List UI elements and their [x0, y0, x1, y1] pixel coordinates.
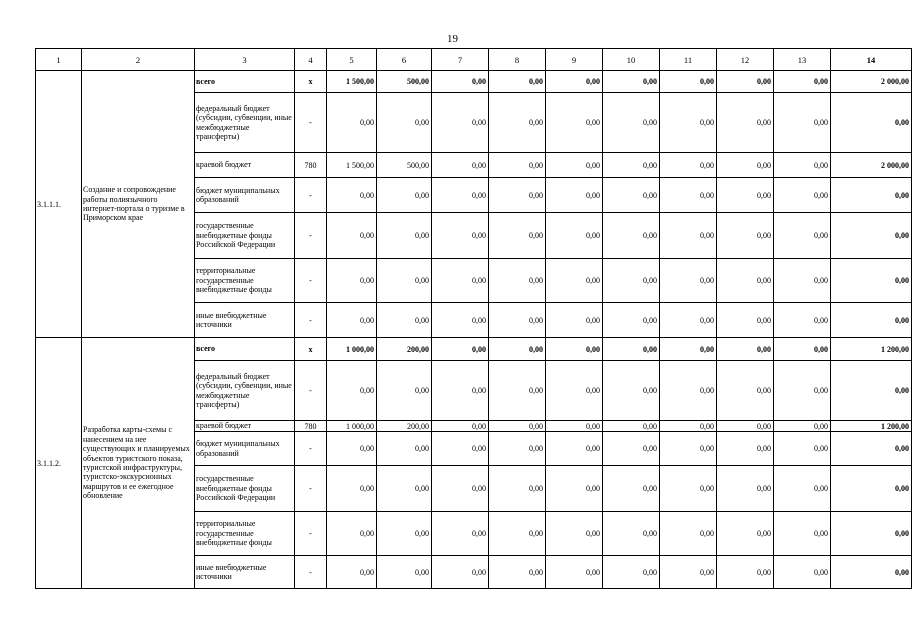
year-value: 0,00 [660, 213, 717, 259]
year-value: 0,00 [717, 259, 774, 303]
year-value: 0,00 [546, 432, 603, 466]
header-cell: 1 [36, 49, 82, 71]
year-value: 0,00 [432, 153, 489, 178]
year-value: 0,00 [603, 213, 660, 259]
year-value: 0,00 [774, 338, 831, 361]
year-value: 0,00 [377, 259, 432, 303]
total-value: 1 200,00 [831, 338, 912, 361]
year-value: 0,00 [489, 432, 546, 466]
year-value: 0,00 [774, 466, 831, 512]
budget-code: 780 [295, 153, 327, 178]
year-value: 200,00 [377, 421, 432, 432]
funding-source: территориальные государственные внебюджетные фонды [195, 259, 295, 303]
year-value: 0,00 [489, 259, 546, 303]
total-value: 0,00 [831, 361, 912, 421]
funding-source: государственные внебюджетные фонды Российской Федерации [195, 466, 295, 512]
header-cell: 5 [327, 49, 377, 71]
year-value: 0,00 [660, 153, 717, 178]
year-value: 0,00 [327, 213, 377, 259]
funding-source: государственные внебюджетные фонды Российской Федерации [195, 213, 295, 259]
year-value: 0,00 [432, 93, 489, 153]
year-value: 0,00 [660, 303, 717, 338]
year-value: 0,00 [377, 93, 432, 153]
year-value: 500,00 [377, 71, 432, 93]
year-value: 0,00 [774, 556, 831, 589]
funding-source: бюджет муниципальных образований [195, 432, 295, 466]
year-value: 0,00 [546, 71, 603, 93]
budget-code: - [295, 303, 327, 338]
header-cell: 11 [660, 49, 717, 71]
year-value: 0,00 [489, 361, 546, 421]
year-value: 0,00 [546, 556, 603, 589]
year-value: 0,00 [327, 466, 377, 512]
total-value: 0,00 [831, 556, 912, 589]
year-value: 1 500,00 [327, 153, 377, 178]
page-number: 19 [447, 33, 458, 45]
section-code: 3.1.1.2. [36, 338, 82, 589]
year-value: 1 000,00 [327, 338, 377, 361]
total-value: 0,00 [831, 303, 912, 338]
year-value: 0,00 [717, 466, 774, 512]
year-value: 200,00 [377, 338, 432, 361]
table-row [36, 71, 912, 93]
total-value: 0,00 [831, 259, 912, 303]
year-value: 0,00 [377, 512, 432, 556]
year-value: 0,00 [489, 213, 546, 259]
budget-code: - [295, 556, 327, 589]
year-value: 0,00 [432, 466, 489, 512]
year-value: 0,00 [489, 556, 546, 589]
year-value: 0,00 [327, 361, 377, 421]
header-row [36, 49, 912, 71]
year-value: 0,00 [603, 421, 660, 432]
header-cell: 4 [295, 49, 327, 71]
year-value: 0,00 [660, 178, 717, 213]
year-value: 0,00 [660, 361, 717, 421]
header-cell: 10 [603, 49, 660, 71]
year-value: 0,00 [546, 338, 603, 361]
year-value: 0,00 [546, 213, 603, 259]
year-value: 0,00 [327, 178, 377, 213]
year-value: 0,00 [717, 361, 774, 421]
year-value: 0,00 [489, 421, 546, 432]
year-value: 0,00 [603, 93, 660, 153]
year-value: 0,00 [774, 303, 831, 338]
year-value: 0,00 [377, 303, 432, 338]
year-value: 0,00 [327, 303, 377, 338]
year-value: 0,00 [717, 432, 774, 466]
year-value: 0,00 [717, 421, 774, 432]
year-value: 0,00 [603, 303, 660, 338]
section-name: Разработка карты-схемы с нанесением на нее существующих и планируемых объектов туристского показа, туристской инфраструктуры, туристско-экскурсионных маршрутов и ее ежегодное обновление [82, 338, 195, 589]
year-value: 0,00 [546, 466, 603, 512]
year-value: 0,00 [327, 93, 377, 153]
year-value: 0,00 [546, 259, 603, 303]
year-value: 0,00 [546, 303, 603, 338]
year-value: 0,00 [432, 178, 489, 213]
year-value: 0,00 [489, 466, 546, 512]
year-value: 0,00 [546, 93, 603, 153]
total-value: 1 200,00 [831, 421, 912, 432]
total-value: 0,00 [831, 213, 912, 259]
funding-source: всего [195, 71, 295, 93]
year-value: 0,00 [377, 178, 432, 213]
section-code: 3.1.1.1. [36, 71, 82, 338]
year-value: 0,00 [774, 153, 831, 178]
year-value: 0,00 [327, 259, 377, 303]
year-value: 0,00 [327, 556, 377, 589]
year-value: 0,00 [774, 421, 831, 432]
budget-code: - [295, 466, 327, 512]
year-value: 1 500,00 [327, 71, 377, 93]
funding-source: федеральный бюджет (субсидии, субвенции, иные межбюджетные трансферты) [195, 93, 295, 153]
budget-code: x [295, 71, 327, 93]
total-value: 0,00 [831, 432, 912, 466]
total-value: 0,00 [831, 466, 912, 512]
funding-source: иные внебюджетные источники [195, 303, 295, 338]
year-value: 0,00 [660, 512, 717, 556]
year-value: 0,00 [377, 361, 432, 421]
year-value: 0,00 [489, 178, 546, 213]
total-value: 2 000,00 [831, 153, 912, 178]
budget-code: 780 [295, 421, 327, 432]
header-cell: 9 [546, 49, 603, 71]
year-value: 0,00 [660, 338, 717, 361]
year-value: 0,00 [432, 421, 489, 432]
year-value: 0,00 [603, 259, 660, 303]
year-value: 0,00 [432, 213, 489, 259]
year-value: 0,00 [546, 361, 603, 421]
year-value: 0,00 [603, 178, 660, 213]
year-value: 0,00 [546, 512, 603, 556]
year-value: 0,00 [774, 71, 831, 93]
total-value: 2 000,00 [831, 71, 912, 93]
total-value: 0,00 [831, 93, 912, 153]
total-value: 0,00 [831, 178, 912, 213]
year-value: 0,00 [603, 512, 660, 556]
year-value: 0,00 [774, 93, 831, 153]
year-value: 0,00 [603, 432, 660, 466]
header-cell: 3 [195, 49, 295, 71]
budget-code: x [295, 338, 327, 361]
year-value: 0,00 [774, 512, 831, 556]
year-value: 0,00 [660, 556, 717, 589]
year-value: 1 000,00 [327, 421, 377, 432]
year-value: 0,00 [377, 213, 432, 259]
year-value: 0,00 [489, 303, 546, 338]
table-row [36, 338, 912, 361]
year-value: 0,00 [717, 93, 774, 153]
year-value: 0,00 [717, 213, 774, 259]
year-value: 0,00 [717, 338, 774, 361]
year-value: 500,00 [377, 153, 432, 178]
year-value: 0,00 [432, 432, 489, 466]
header-cell: 14 [831, 49, 912, 71]
section-name: Создание и сопровождение работы полиязычного интернет-портала о туризме в Приморском крае [82, 71, 195, 338]
year-value: 0,00 [327, 512, 377, 556]
year-value: 0,00 [377, 556, 432, 589]
funding-source: краевой бюджет [195, 153, 295, 178]
year-value: 0,00 [489, 153, 546, 178]
year-value: 0,00 [774, 432, 831, 466]
year-value: 0,00 [774, 361, 831, 421]
year-value: 0,00 [774, 213, 831, 259]
year-value: 0,00 [660, 466, 717, 512]
budget-table [35, 48, 912, 589]
budget-code: - [295, 361, 327, 421]
year-value: 0,00 [660, 259, 717, 303]
year-value: 0,00 [546, 178, 603, 213]
funding-source: краевой бюджет [195, 421, 295, 432]
year-value: 0,00 [717, 556, 774, 589]
header-cell: 7 [432, 49, 489, 71]
year-value: 0,00 [489, 93, 546, 153]
year-value: 0,00 [432, 303, 489, 338]
year-value: 0,00 [432, 512, 489, 556]
budget-code: - [295, 93, 327, 153]
year-value: 0,00 [432, 71, 489, 93]
year-value: 0,00 [660, 421, 717, 432]
year-value: 0,00 [717, 71, 774, 93]
year-value: 0,00 [660, 432, 717, 466]
funding-source: федеральный бюджет (субсидии, субвенции, иные межбюджетные трансферты) [195, 361, 295, 421]
header-cell: 2 [82, 49, 195, 71]
year-value: 0,00 [546, 153, 603, 178]
funding-source: бюджет муниципальных образований [195, 178, 295, 213]
year-value: 0,00 [377, 432, 432, 466]
year-value: 0,00 [489, 512, 546, 556]
header-cell: 8 [489, 49, 546, 71]
year-value: 0,00 [603, 71, 660, 93]
year-value: 0,00 [774, 178, 831, 213]
budget-code: - [295, 213, 327, 259]
year-value: 0,00 [603, 361, 660, 421]
year-value: 0,00 [717, 303, 774, 338]
funding-source: территориальные государственные внебюджетные фонды [195, 512, 295, 556]
header-cell: 6 [377, 49, 432, 71]
budget-code: - [295, 432, 327, 466]
funding-source: иные внебюджетные источники [195, 556, 295, 589]
year-value: 0,00 [717, 153, 774, 178]
year-value: 0,00 [660, 71, 717, 93]
budget-code: - [295, 512, 327, 556]
year-value: 0,00 [603, 556, 660, 589]
year-value: 0,00 [603, 466, 660, 512]
year-value: 0,00 [432, 361, 489, 421]
year-value: 0,00 [432, 556, 489, 589]
year-value: 0,00 [489, 71, 546, 93]
year-value: 0,00 [717, 512, 774, 556]
year-value: 0,00 [603, 338, 660, 361]
year-value: 0,00 [327, 432, 377, 466]
year-value: 0,00 [432, 259, 489, 303]
total-value: 0,00 [831, 512, 912, 556]
year-value: 0,00 [603, 153, 660, 178]
year-value: 0,00 [377, 466, 432, 512]
year-value: 0,00 [717, 178, 774, 213]
year-value: 0,00 [432, 338, 489, 361]
header-cell: 12 [717, 49, 774, 71]
year-value: 0,00 [660, 93, 717, 153]
budget-code: - [295, 259, 327, 303]
header-cell: 13 [774, 49, 831, 71]
budget-code: - [295, 178, 327, 213]
funding-source: всего [195, 338, 295, 361]
year-value: 0,00 [489, 338, 546, 361]
year-value: 0,00 [774, 259, 831, 303]
year-value: 0,00 [546, 421, 603, 432]
